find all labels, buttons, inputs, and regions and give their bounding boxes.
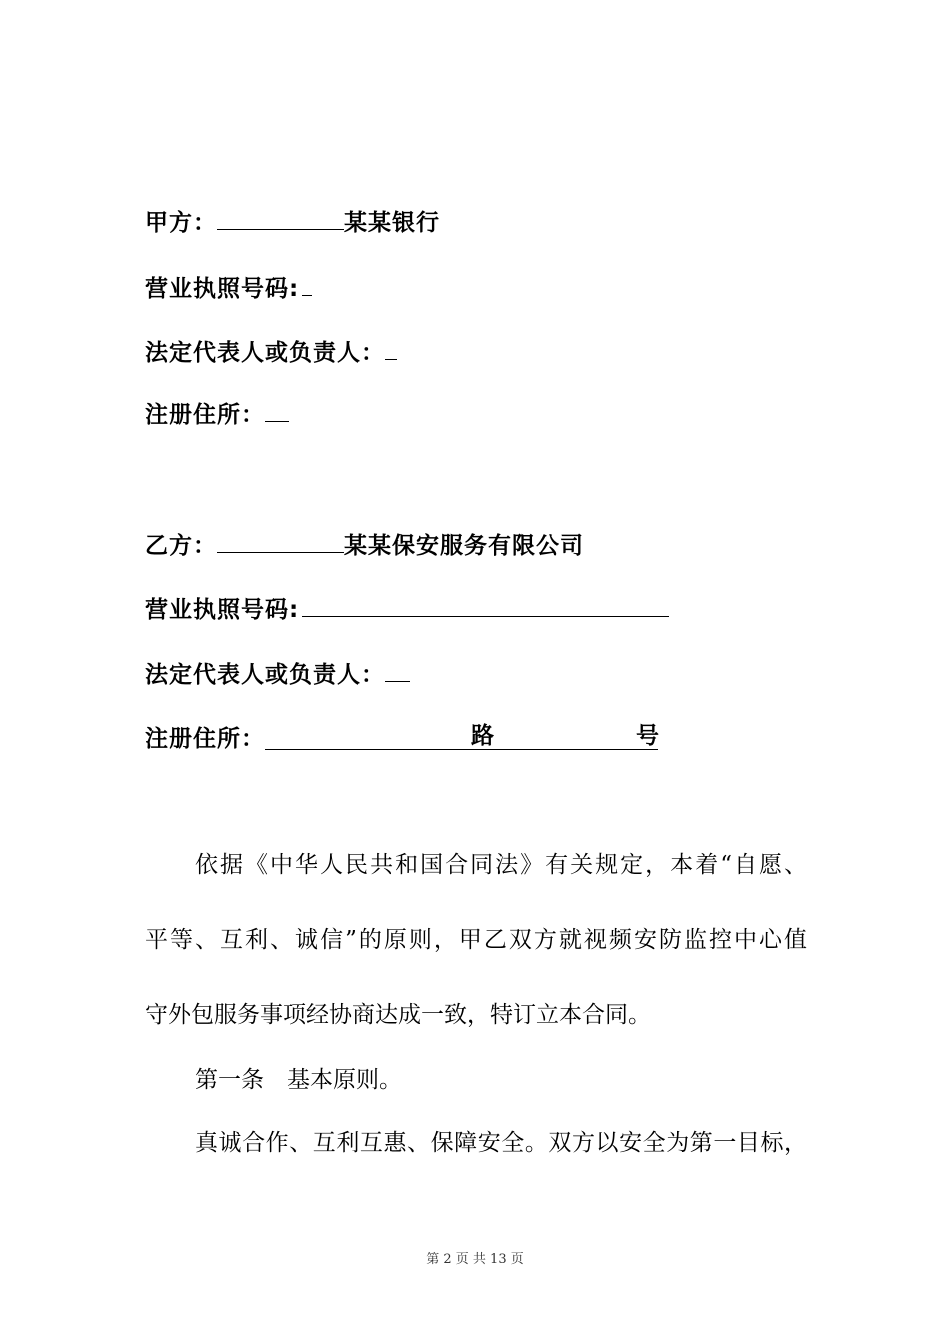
party-a-line — [145, 207, 440, 238]
article-heading: 第一条 基本原则。 — [195, 1067, 402, 1093]
body-line: 平等、互利、诚信”的原则，甲乙双方就视频安防监控中心值 — [145, 927, 807, 953]
party-b-address-blank — [265, 723, 658, 750]
party-a-rep-line — [145, 337, 397, 368]
body-line: 守外包服务事项经协商达成一致，特订立本合同。 — [145, 1002, 651, 1028]
party-a-label: 甲方： — [145, 210, 217, 236]
party-b-rep-label: 法定代表人或负责人： — [145, 662, 385, 688]
party-b-line — [145, 530, 584, 561]
party-a-blank — [217, 207, 344, 230]
party-b-address-line — [145, 723, 658, 754]
party-b-name: 某某保安服务有限公司 — [344, 533, 584, 559]
party-b-license-line — [145, 594, 669, 625]
page-footer: 第 2 页 共 13 页 — [426, 1252, 524, 1267]
party-b-address-label: 注册住所： — [145, 726, 265, 752]
party-b-rep-blank — [385, 659, 410, 682]
party-b-license-label: 营业执照号码: — [145, 597, 300, 623]
party-a-rep-blank — [385, 337, 397, 360]
party-b-blank — [217, 530, 344, 553]
party-a-name: 某某银行 — [344, 210, 440, 236]
party-a-address-line — [145, 399, 289, 430]
address-number: 号 — [636, 723, 660, 749]
body-line: 依据《中华人民共和国合同法》有关规定，本着“自愿、 — [195, 852, 807, 878]
body-line: 真诚合作、互利互惠、保障安全。双方以安全为第一目标， — [195, 1130, 807, 1156]
party-a-license-blank — [302, 273, 312, 296]
party-a-rep-label: 法定代表人或负责人： — [145, 340, 385, 366]
address-road: 路 — [471, 723, 495, 749]
party-b-license-blank — [302, 594, 669, 617]
party-b-label: 乙方： — [145, 533, 217, 559]
party-a-address-blank — [265, 399, 289, 422]
party-a-license-line — [145, 273, 312, 304]
party-a-license-label: 营业执照号码: — [145, 276, 300, 302]
party-b-rep-line — [145, 659, 410, 690]
party-a-address-label: 注册住所： — [145, 402, 265, 428]
